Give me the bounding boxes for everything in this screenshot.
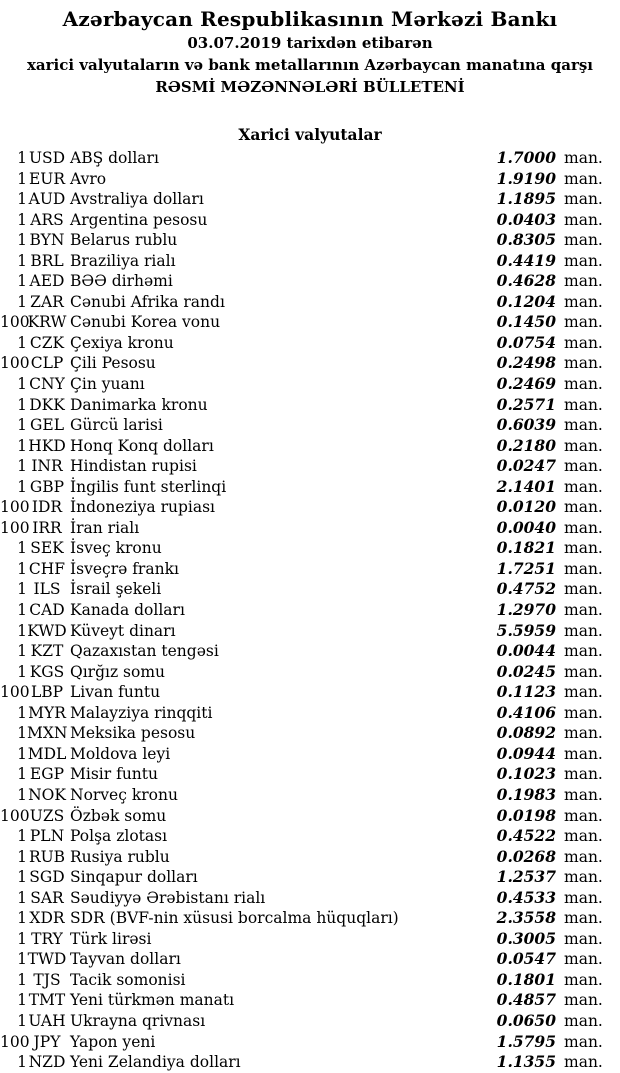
currency-row: [0, 559, 620, 580]
currency-name: Meksika pesosu: [70, 724, 196, 743]
nominal-value: 1: [17, 457, 27, 476]
currency-code: IRR: [32, 518, 62, 537]
currency-code: AED: [29, 272, 65, 291]
exchange-rate: 1.1895: [496, 189, 556, 209]
currency-row: [0, 764, 620, 785]
currency-name: İndoneziya rupiası: [70, 498, 215, 517]
currency-code: PLN: [29, 827, 65, 846]
unit-label: man.: [564, 724, 603, 743]
nominal-value: 1: [17, 765, 27, 784]
currency-code: NZD: [28, 1053, 66, 1072]
unit-label: man.: [564, 642, 603, 661]
currency-row: [0, 518, 620, 539]
exchange-rate: 2.1401: [496, 476, 556, 496]
currency-code: SAR: [30, 888, 64, 907]
exchange-rate: 0.4533: [496, 887, 556, 907]
nominal-value: 1: [17, 868, 27, 887]
currency-name: İsveçrə frankı: [70, 559, 179, 578]
currency-row: [0, 415, 620, 436]
unit-label: man.: [564, 272, 603, 291]
currency-name: Rusiya rublu: [70, 847, 170, 866]
currency-row: [0, 477, 620, 498]
currency-name: Cənubi Afrika randı: [70, 292, 225, 311]
unit-label: man.: [564, 929, 603, 948]
currency-row: [0, 374, 620, 395]
currency-name: Sinqapur dolları: [70, 868, 198, 887]
currency-name: Gürcü larisi: [70, 416, 163, 435]
exchange-rate: 0.0650: [496, 1010, 556, 1030]
currency-name: Cənubi Korea vonu: [70, 313, 221, 332]
currency-rates-table: [0, 148, 620, 1073]
exchange-rate: 1.1355: [496, 1052, 556, 1072]
currency-row: [0, 579, 620, 600]
exchange-rate: 0.4857: [496, 990, 556, 1010]
exchange-rate: 1.2970: [496, 600, 556, 620]
nominal-value: 1: [17, 642, 27, 661]
bulletin-header: [0, 6, 620, 98]
nominal-value: 1: [17, 333, 27, 352]
exchange-rate: 0.2498: [496, 353, 556, 373]
unit-label: man.: [564, 292, 603, 311]
nominal-value: 1: [17, 190, 27, 209]
nominal-value: 1: [17, 375, 27, 394]
unit-label: man.: [564, 231, 603, 250]
currency-row: [0, 230, 620, 251]
currency-name: Polşa zlotası: [70, 827, 168, 846]
unit-label: man.: [564, 662, 603, 681]
nominal-value: 1: [17, 724, 27, 743]
currency-name: Braziliya rialı: [70, 251, 176, 270]
exchange-rate: 0.2180: [496, 435, 556, 455]
currency-row: [0, 333, 620, 354]
currency-row: [0, 1011, 620, 1032]
currency-name: Küveyt dinarı: [70, 621, 176, 640]
currency-name: Hindistan rupisi: [70, 457, 197, 476]
currency-code: TMT: [28, 991, 66, 1010]
nominal-value: 1: [17, 149, 27, 167]
currency-name: Yeni türkmən manatı: [70, 991, 235, 1010]
nominal-value: 1: [17, 1011, 27, 1030]
currency-name: Honq Konq dolları: [70, 436, 214, 455]
currency-row: [0, 806, 620, 827]
nominal-value: 1: [17, 169, 27, 188]
unit-label: man.: [564, 744, 603, 763]
exchange-rate: 0.0247: [496, 456, 556, 476]
currency-name: Misir funtu: [70, 765, 158, 784]
exchange-rate: 0.4106: [496, 702, 556, 722]
nominal-value: 1: [17, 929, 27, 948]
currency-row: [0, 847, 620, 868]
nominal-value: 1: [17, 744, 27, 763]
unit-label: man.: [564, 436, 603, 455]
exchange-rate: 0.4419: [496, 250, 556, 270]
nominal-value: 1: [17, 580, 27, 599]
currency-row: [0, 395, 620, 416]
currency-code: NOK: [28, 785, 66, 804]
nominal-value: 1: [17, 436, 27, 455]
unit-label: man.: [564, 149, 603, 167]
exchange-rate: 0.1801: [496, 969, 556, 989]
currency-name: Qazaxıstan tengəsi: [70, 642, 219, 661]
currency-name: SDR (BVF-nin xüsusi borcalma hüquqları): [70, 909, 399, 928]
currency-row: [0, 189, 620, 210]
nominal-value: 1: [17, 950, 27, 969]
currency-code: DKK: [29, 395, 65, 414]
currency-row: [0, 292, 620, 313]
currency-code: UAH: [28, 1011, 66, 1030]
nominal-value: 1: [17, 847, 27, 866]
exchange-rate: 0.0892: [496, 723, 556, 743]
currency-code: SGD: [29, 868, 65, 887]
unit-label: man.: [564, 1032, 603, 1051]
nominal-value: 100: [0, 683, 30, 702]
unit-label: man.: [564, 169, 603, 188]
currency-row: [0, 436, 620, 457]
currency-code: LBP: [30, 683, 64, 702]
currency-code: MYR: [28, 703, 66, 722]
nominal-value: 1: [17, 991, 27, 1010]
currency-row: [0, 888, 620, 909]
bulletin-title: RƏSMİ MƏZƏNNƏLƏRİ BÜLLETENİ: [155, 78, 465, 96]
currency-code: GEL: [30, 416, 64, 435]
currency-name: Çili Pesosu: [70, 354, 156, 373]
nominal-value: 1: [17, 909, 27, 928]
unit-label: man.: [564, 785, 603, 804]
currency-code: AUD: [28, 190, 66, 209]
currency-name: İran rialı: [70, 518, 140, 537]
currency-name: Türk lirəsi: [70, 929, 152, 948]
exchange-rate: 0.8305: [496, 230, 556, 250]
unit-label: man.: [564, 765, 603, 784]
currency-name: İsrail şekeli: [70, 580, 162, 599]
currency-row: [0, 908, 620, 929]
currency-code: HKD: [28, 436, 66, 455]
currency-row: [0, 682, 620, 703]
currency-code: EUR: [28, 169, 66, 188]
currency-code: XDR: [29, 909, 65, 928]
exchange-rate: 0.1023: [496, 764, 556, 784]
nominal-value: 1: [17, 292, 27, 311]
currency-row: [0, 456, 620, 477]
nominal-value: 100: [0, 806, 30, 825]
nominal-value: 1: [17, 703, 27, 722]
unit-label: man.: [564, 888, 603, 907]
nominal-value: 100: [0, 518, 30, 537]
section-title-foreign-currencies: Xarici valyutalar: [238, 125, 382, 144]
unit-label: man.: [564, 868, 603, 887]
unit-label: man.: [564, 395, 603, 414]
currency-row: [0, 148, 620, 169]
unit-label: man.: [564, 970, 603, 989]
currency-name: Tayvan dolları: [70, 950, 181, 969]
currency-code: CZK: [29, 333, 65, 352]
exchange-rate: 0.4752: [496, 579, 556, 599]
exchange-rate: 0.0120: [496, 497, 556, 517]
nominal-value: 1: [17, 662, 27, 681]
exchange-rate: 0.1983: [496, 784, 556, 804]
unit-label: man.: [564, 580, 603, 599]
nominal-value: 1: [17, 601, 27, 620]
currency-name: Səudiyyə Ərəbistanı rialı: [70, 888, 266, 907]
currency-row: [0, 723, 620, 744]
currency-code: CAD: [29, 601, 65, 620]
bank-name-title: Azərbaycan Respublikasının Mərkəzi Bankı: [62, 7, 558, 31]
exchange-rate: 0.0044: [496, 641, 556, 661]
currency-name: Danimarka kronu: [70, 395, 208, 414]
currency-row: [0, 785, 620, 806]
nominal-value: 1: [17, 477, 27, 496]
unit-label: man.: [564, 1011, 603, 1030]
unit-label: man.: [564, 909, 603, 928]
nominal-value: 100: [0, 1032, 30, 1051]
exchange-rate: 0.0268: [496, 846, 556, 866]
currency-row: [0, 600, 620, 621]
nominal-value: 1: [17, 827, 27, 846]
unit-label: man.: [564, 333, 603, 352]
exchange-rate: 1.2537: [496, 867, 556, 887]
currency-name: BƏƏ dirhəmi: [70, 272, 173, 291]
exchange-rate: 1.5795: [496, 1031, 556, 1051]
currency-row: [0, 826, 620, 847]
currency-code: USD: [28, 149, 66, 167]
exchange-rate: 0.2469: [496, 374, 556, 394]
exchange-rate: 0.2571: [496, 394, 556, 414]
currency-name: Qırğız somu: [70, 662, 166, 681]
exchange-rate: 0.1821: [496, 538, 556, 558]
currency-row: [0, 662, 620, 683]
unit-label: man.: [564, 518, 603, 537]
nominal-value: 1: [17, 970, 27, 989]
nominal-value: 1: [17, 785, 27, 804]
currency-code: BRL: [30, 251, 64, 270]
unit-label: man.: [564, 354, 603, 373]
currency-name: Çexiya kronu: [70, 333, 174, 352]
currency-code: CHF: [28, 559, 66, 578]
currency-code: ARS: [30, 210, 64, 229]
nominal-value: 100: [0, 498, 30, 517]
nominal-value: 1: [17, 416, 27, 435]
nominal-value: 1: [17, 888, 27, 907]
exchange-rate: 0.0754: [496, 332, 556, 352]
nominal-value: 1: [17, 395, 27, 414]
currency-row: [0, 210, 620, 231]
unit-label: man.: [564, 416, 603, 435]
currency-row: [0, 929, 620, 950]
currency-code: SEK: [30, 539, 64, 558]
exchange-rate: 1.7251: [496, 558, 556, 578]
nominal-value: 100: [0, 354, 30, 373]
exchange-rate: 0.3005: [496, 928, 556, 948]
exchange-rate: 0.1450: [496, 312, 556, 332]
currency-code: GBP: [29, 477, 65, 496]
nominal-value: 100: [0, 313, 30, 332]
currency-name: Livan funtu: [70, 683, 161, 702]
currency-row: [0, 312, 620, 333]
nominal-value: 1: [17, 539, 27, 558]
unit-label: man.: [564, 539, 603, 558]
currency-row: [0, 949, 620, 970]
nominal-value: 1: [17, 210, 27, 229]
unit-label: man.: [564, 601, 603, 620]
nominal-value: 1: [17, 272, 27, 291]
unit-label: man.: [564, 498, 603, 517]
unit-label: man.: [564, 703, 603, 722]
unit-label: man.: [564, 827, 603, 846]
unit-label: man.: [564, 457, 603, 476]
currency-row: [0, 703, 620, 724]
currency-name: Çin yuanı: [70, 375, 145, 394]
unit-label: man.: [564, 251, 603, 270]
currency-code: TJS: [33, 970, 61, 989]
currency-row: [0, 353, 620, 374]
currency-name: Norveç kronu: [70, 785, 178, 804]
unit-label: man.: [564, 477, 603, 496]
currency-name: Ukrayna qrivnası: [70, 1011, 206, 1030]
currency-name: Yapon yeni: [70, 1032, 156, 1051]
currency-row: [0, 990, 620, 1011]
nominal-value: 1: [17, 559, 27, 578]
currency-name: İsveç kronu: [70, 539, 162, 558]
currency-row: [0, 538, 620, 559]
currency-name: Kanada dolları: [70, 601, 185, 620]
exchange-rate: 0.0245: [496, 661, 556, 681]
unit-label: man.: [564, 313, 603, 332]
unit-label: man.: [564, 991, 603, 1010]
exchange-rate: 0.0944: [496, 743, 556, 763]
currency-code: JPY: [33, 1032, 61, 1051]
nominal-value: 1: [17, 231, 27, 250]
currency-code: ZAR: [30, 292, 64, 311]
nominal-value: 1: [17, 251, 27, 270]
currency-code: TWD: [27, 950, 67, 969]
currency-row: [0, 744, 620, 765]
unit-label: man.: [564, 621, 603, 640]
currency-name: Malayziya rinqqiti: [70, 703, 213, 722]
currency-row: [0, 251, 620, 272]
currency-name: ABŞ dolları: [70, 149, 159, 167]
currency-code: IDR: [31, 498, 63, 517]
unit-label: man.: [564, 1053, 603, 1072]
currency-row: [0, 497, 620, 518]
exchange-rate: 0.1123: [496, 682, 556, 702]
currency-row: [0, 1032, 620, 1053]
exchange-rate: 0.0547: [496, 949, 556, 969]
currency-row: [0, 970, 620, 991]
currency-row: [0, 621, 620, 642]
unit-label: man.: [564, 559, 603, 578]
currency-code: BYN: [29, 231, 65, 250]
currency-row: [0, 271, 620, 292]
currency-code: ILS: [33, 580, 61, 599]
unit-label: man.: [564, 210, 603, 229]
currency-code: EGP: [29, 765, 65, 784]
exchange-rate: 0.0198: [496, 805, 556, 825]
unit-label: man.: [564, 190, 603, 209]
currency-name: Belarus rublu: [70, 231, 178, 250]
currency-code: KRW: [27, 313, 67, 332]
currency-row: [0, 169, 620, 190]
exchange-rate: 0.4628: [496, 271, 556, 291]
subject-line: xarici valyutaların və bank metallarının Azərbaycan manatına qarşı: [26, 56, 594, 74]
exchange-rate: 2.3558: [496, 908, 556, 928]
currency-code: CNY: [29, 375, 65, 394]
exchange-rate: 1.9190: [496, 168, 556, 188]
exchange-rate: 0.0403: [496, 209, 556, 229]
unit-label: man.: [564, 683, 603, 702]
currency-code: KGS: [29, 662, 65, 681]
currency-code: CLP: [30, 354, 64, 373]
currency-row: [0, 867, 620, 888]
currency-name: Özbək somu: [70, 806, 167, 825]
currency-name: Avstraliya dolları: [70, 190, 204, 209]
exchange-rate: 0.0040: [496, 517, 556, 537]
currency-code: MDL: [27, 744, 67, 763]
unit-label: man.: [564, 847, 603, 866]
currency-name: Avro: [70, 169, 107, 188]
currency-row: [0, 1052, 620, 1073]
currency-name: Argentina pesosu: [70, 210, 208, 229]
exchange-rate: 0.1204: [496, 291, 556, 311]
exchange-rate: 0.6039: [496, 415, 556, 435]
exchange-rate: 5.5959: [496, 620, 556, 640]
currency-code: MXN: [27, 724, 68, 743]
currency-name: Moldova leyi: [70, 744, 171, 763]
currency-code: KZT: [30, 642, 64, 661]
exchange-rate: 1.7000: [496, 148, 556, 167]
effective-date-line: 03.07.2019 tarixdən etibarən: [187, 34, 433, 52]
currency-name: Yeni Zelandiya dolları: [70, 1053, 241, 1072]
currency-code: RUB: [28, 847, 66, 866]
currency-row: [0, 641, 620, 662]
currency-code: TRY: [31, 929, 63, 948]
exchange-rate: 0.4522: [496, 826, 556, 846]
currency-name: Tacik somonisi: [70, 970, 186, 989]
currency-code: INR: [31, 457, 63, 476]
unit-label: man.: [564, 806, 603, 825]
unit-label: man.: [564, 950, 603, 969]
currency-code: KWD: [27, 621, 67, 640]
currency-name: İngilis funt sterlinqi: [70, 477, 227, 496]
nominal-value: 1: [17, 1053, 27, 1072]
currency-code: UZS: [29, 806, 65, 825]
nominal-value: 1: [17, 621, 27, 640]
unit-label: man.: [564, 375, 603, 394]
